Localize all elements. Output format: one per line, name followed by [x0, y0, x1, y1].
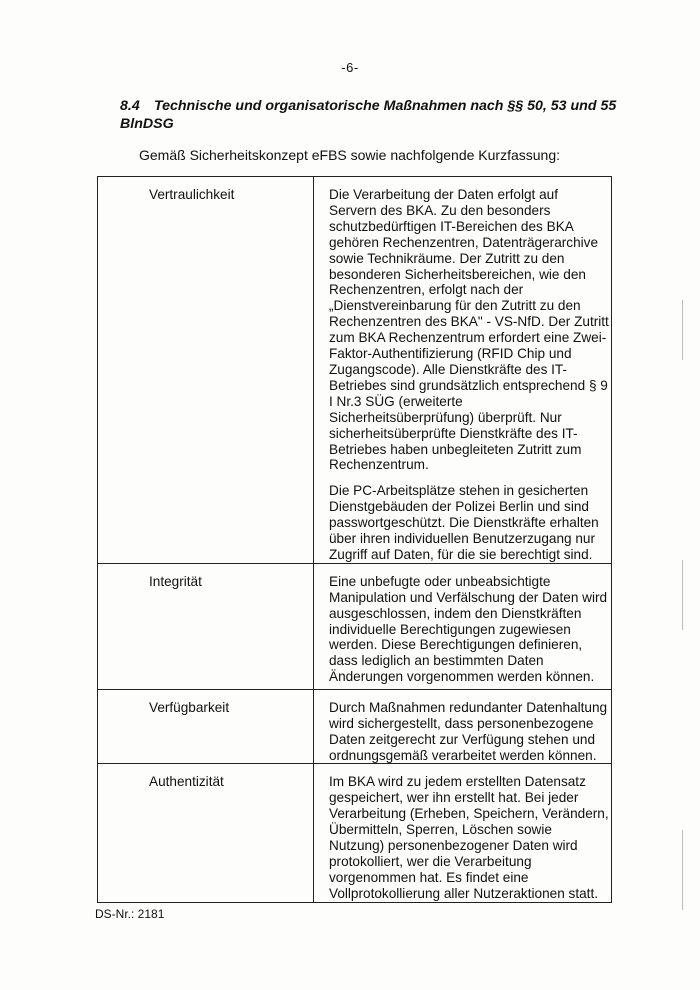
row-text [314, 764, 612, 902]
scan-artifact-line [682, 560, 683, 630]
row-label: Integrität [98, 563, 314, 689]
paragraph: Im BKA wird zu jedem erstellten Datensatz gespeichert, wer ihn erstellt hat. Bei jeder Verarbeitung (Erheben, Speichern, Verändern, Übermitteln, Sperren, Löschen sowie Nutzung) personenbezogener Daten wird protokolliert, wer die Verarbeitung vorgenommen hat. Es findet eine Vollprotokollierung aller Nutzeraktionen statt. [329, 774, 609, 901]
document-number: DS-Nr.: 2181 [95, 907, 165, 921]
row-text [314, 563, 612, 689]
intro-text: Gemäß Sicherheitskonzept eFBS sowie nachfolgende Kurzfassung: [139, 147, 561, 163]
paragraph: Die Verarbeitung der Daten erfolgt auf Servern des BKA. Zu den besonders schutzbedürftigen IT-Bereichen des BKA gehören Rechenzentren, Datenträgerarchive sowie Technikräume. Der Zutritt zu den besonderen Sicherheitsbereichen, wie den Rechenzentren, erfolgt nach der „Dienstvereinbarung für den Zutritt zu den Rechenzentren des BKA" - VS-NfD. Der Zutritt zum BKA Rechenzentrum erfordert eine Zwei-Faktor-Authentifizierung (RFID Chip und Zugangscode). Alle Dienstkräfte des IT-Betriebes sind grundsätzlich entsprechend § 9 I Nr.3 SÜG (erweiterte Sicherheitsüberprüfung) überprüft. Nur sicherheitsüberprüfte Dienstkräfte des IT-Betriebes haben unbegleiteten Zutritt zum Rechenzentrum. [329, 187, 609, 473]
page-number: -6- [341, 60, 359, 75]
paragraph: Die PC-Arbeitsplätze stehen in gesicherten Dienstgebäuden der Polizei Berlin und sind passwortgeschützt. Die Dienstkräfte erhalten über ihren individuellen Benutzerzugang nur Zugriff auf Daten, für die sie berechtigt sind. [329, 483, 599, 562]
row-text [314, 177, 612, 564]
row-label: Verfügbarkeit [98, 689, 314, 764]
scan-artifact-line [682, 830, 683, 910]
section-heading [120, 97, 620, 133]
measures-table [97, 176, 612, 903]
table-row [98, 563, 612, 689]
table-row [98, 764, 612, 902]
paragraph: Eine unbefugte oder unbeabsichtigte Manipulation und Verfälschung der Daten wird ausgeschlossen, indem den Dienstkräften individuelle Berechtigungen zugewiesen werden. Diese Berechtigungen definieren, dass lediglich an bestimmten Daten Änderungen vorgenommen werden können. [329, 573, 608, 685]
paragraph: Durch Maßnahmen redundanter Datenhaltung wird sichergestellt, dass personenbezogene Daten zeitgerecht zur Verfügung stehen und ordnungsgemäß verarbeitet werden können. [329, 699, 608, 763]
row-label: Vertraulichkeit [98, 177, 314, 564]
row-text [314, 689, 612, 764]
row-label: Authentizität [98, 764, 314, 902]
section-number: 8.4 [120, 98, 140, 114]
table-row [98, 689, 612, 764]
section-title: Technische und organisatorische Maßnahmen nach §§ 50, 53 und 55 BlnDSG [120, 98, 617, 132]
table-row [98, 177, 612, 564]
scan-artifact-line [682, 300, 683, 360]
